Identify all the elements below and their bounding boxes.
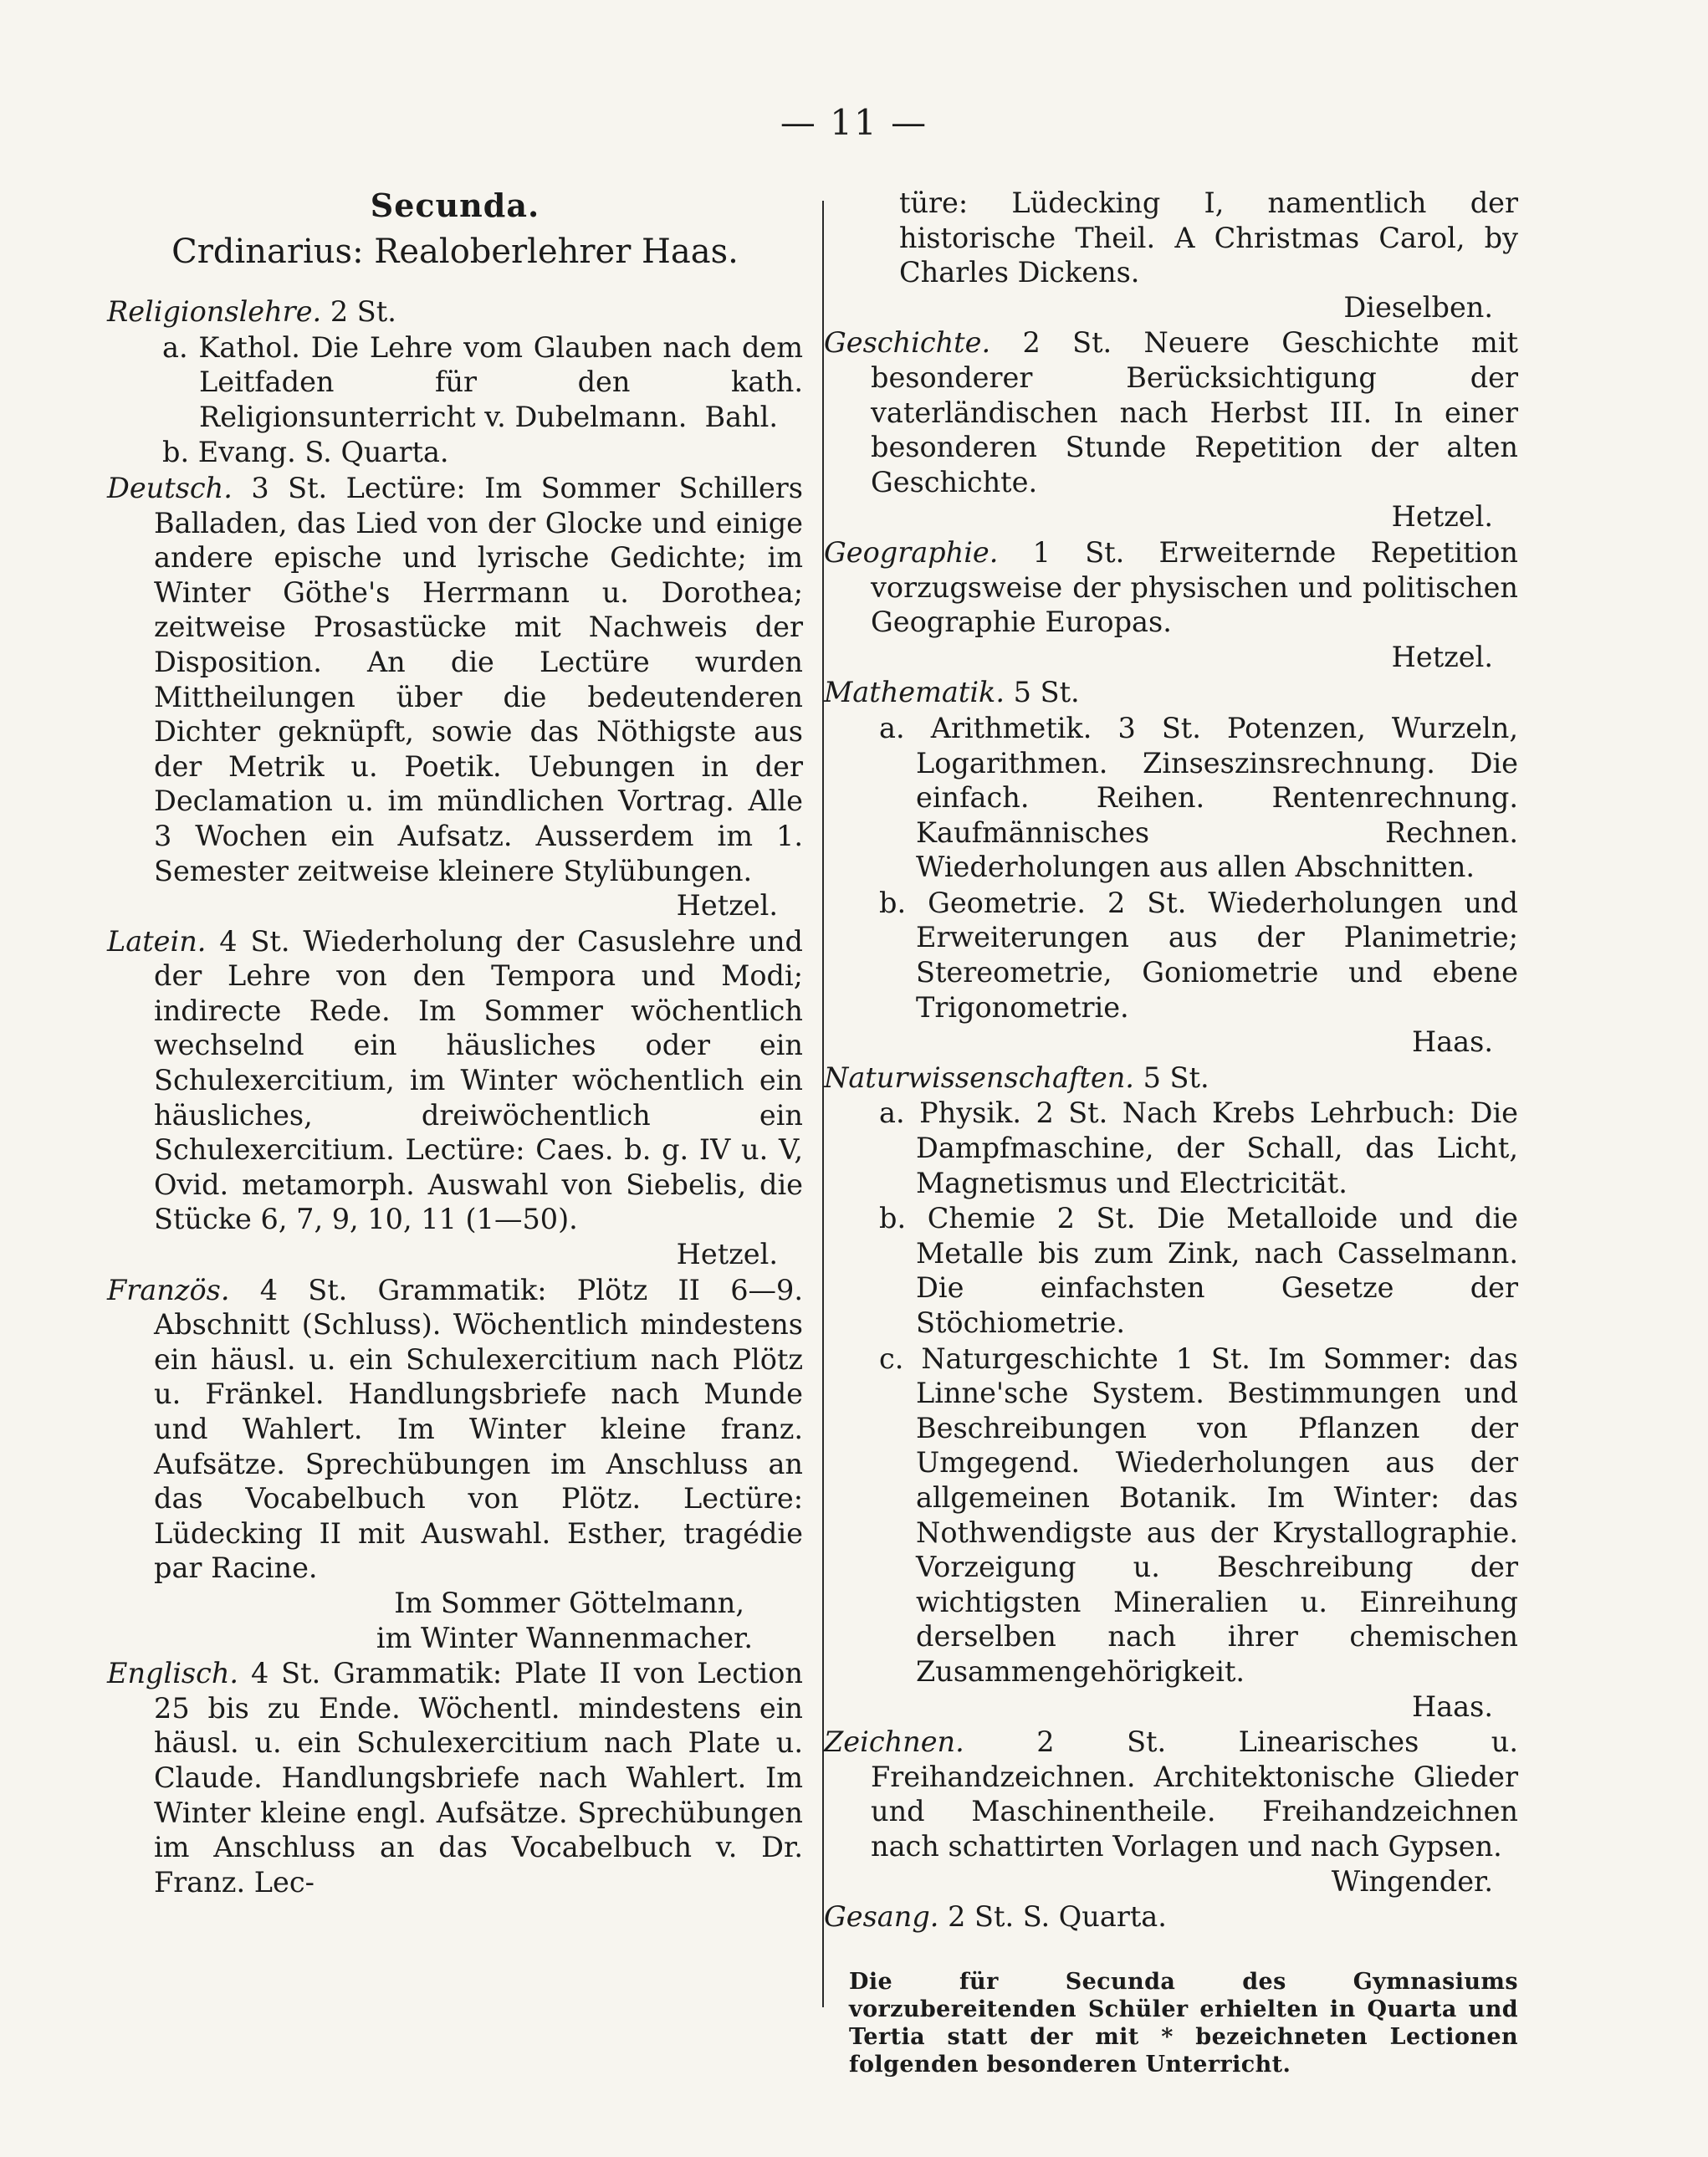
zeichnen-teacher: Wingender. xyxy=(1331,1864,1493,1898)
natur-c-text: Naturgeschichte 1 St. Im Sommer: das Linne'sche System. Bestimmungen und Beschreibungen von Pflanzen der Umgegend. Wiederholungen aus der allgemeinen Botanik. Im Winter: das Nothwendigste aus der Krystallographie. Vorzeigung u. Beschreibung der wichtigsten Mineralien u. Einreihung derselben nach ihrer chemischen Zusammengehörigkeit. xyxy=(916,1342,1518,1688)
natur-a-text: Physik. 2 St. Nach Krebs Lehrbuch: Die Dampfmaschine, der Schall, das Licht, Magnetismus und Electricität. xyxy=(916,1096,1518,1199)
gesang-entry xyxy=(824,1899,1518,1935)
religion-subject: Religionslehre. xyxy=(107,295,322,328)
section-heading: Secunda. xyxy=(370,187,540,224)
religion-b xyxy=(107,435,803,470)
gesang-text: 2 St. S. Quarta. xyxy=(948,1900,1167,1934)
geographie-subject: Geographie. xyxy=(824,535,999,569)
franzoes-entry xyxy=(107,1273,803,1656)
religion-b-marker: b. xyxy=(162,436,190,469)
page-number: — 11 — xyxy=(780,102,928,143)
mathematik-teacher: Haas. xyxy=(1412,1025,1493,1059)
religion-a-text: Kathol. Die Lehre vom Glauben nach dem Leitfaden für den kath. Religionsunterricht v. Dubelmann. xyxy=(198,330,804,433)
religion-b-text: Evang. S. Quarta. xyxy=(197,436,449,469)
geschichte-subject: Geschichte. xyxy=(824,326,991,360)
zeichnen-text: 2 St. Linearisches u. Freihandzeichnen. Architektonische Glieder und Maschinentheile. Freihandzeichnen nach schattirten Vorlagen und nach Gypsen. xyxy=(871,1725,1519,1863)
latein-entry xyxy=(107,924,803,1272)
natur-c xyxy=(824,1342,1518,1725)
latein-teacher: Hetzel. xyxy=(676,1238,778,1271)
natur-b-marker: b. xyxy=(879,1202,907,1235)
natur-a-marker: a. xyxy=(879,1096,905,1130)
religion-a-teacher: Bahl. xyxy=(704,400,778,433)
natur-teacher: Haas. xyxy=(1412,1689,1493,1723)
franzoes-teacher-2: im Winter Wannenmacher. xyxy=(376,1621,753,1654)
deutsch-teacher: Hetzel. xyxy=(676,889,778,923)
zeichnen-subject: Zeichnen. xyxy=(824,1725,964,1759)
natur-b xyxy=(824,1201,1518,1340)
natur-entry xyxy=(824,1061,1518,1096)
franzoes-teacher-1: Im Sommer Göttelmann, xyxy=(394,1586,744,1619)
zeichnen-entry xyxy=(824,1725,1518,1899)
gesang-subject: Gesang. xyxy=(824,1900,939,1934)
franzoes-subject: Französ. xyxy=(107,1273,230,1306)
deutsch-subject: Deutsch. xyxy=(107,471,233,504)
religion-hours: 2 St. xyxy=(330,295,396,328)
geschichte-teacher: Hetzel. xyxy=(1391,500,1493,534)
natur-c-marker: c. xyxy=(879,1342,904,1375)
mathematik-hours: 5 St. xyxy=(1013,676,1080,709)
englisch-continued xyxy=(824,186,1518,325)
left-column xyxy=(107,180,803,1900)
natur-b-text: Chemie 2 St. Die Metalloide und die Metalle bis zum Zink, nach Casselmann. Die einfachsten Gesetze der Stöchiometrie. xyxy=(916,1202,1518,1339)
englisch-subject: Englisch. xyxy=(107,1657,239,1690)
englisch-teacher: Dieselben. xyxy=(1343,290,1493,324)
deutsch-text: 3 St. Lectüre: Im Sommer Schillers Balladen, das Lied von der Glocke und einige andere epische und lyrische Gedichte; im Winter Göthe's Herrmann u. Dorothea; zeitweise Prosastücke mit Nachweis der Disposition. An die Lectüre wurden Mittheilungen über die bedeutenderen Dichter geknüpft, sowie das Nöthigste aus der Metrik u. Poetik. Uebungen in der Declamation u. im mündlichen Vortrag. Alle 3 Wochen ein Aufsatz. Ausserdem im 1. Semester zeitweise kleinere Stylübungen. xyxy=(154,471,803,887)
religion-entry xyxy=(107,294,803,330)
mathematik-a xyxy=(824,711,1518,885)
geographie-text: 1 St. Erweiternde Repetition vorzugsweise der physischen und politischen Geographie Europas. xyxy=(871,535,1518,639)
natur-hours: 5 St. xyxy=(1143,1061,1209,1094)
mathematik-b-marker: b. xyxy=(879,886,907,919)
mathematik-b-text: Geometrie. 2 St. Wiederholungen und Erweiterungen aus der Planimetrie; Stereometrie, Goniometrie und ebene Trigonometrie. xyxy=(916,886,1518,1024)
englisch-text: 4 St. Grammatik: Plate II von Lection 25 bis zu Ende. Wöchentl. mindestens ein häusl. u. ein Schulexercitium nach Plate u. Claude. Handlungsbriefe nach Wahlert. Im Winter kleine engl. Aufsätze. Sprechübungen im Anschluss an das Vocabelbuch v. Dr. Franz. Lec- xyxy=(154,1657,803,1899)
englisch-entry xyxy=(107,1656,803,1899)
mathematik-entry xyxy=(824,675,1518,710)
geographie-teacher: Hetzel. xyxy=(1391,640,1493,673)
footnote: Die für Secunda des Gymnasiums vorzubereitenden Schüler erhielten in Quarta und Tertia statt der mit * bezeichneten Lectionen folgenden besonderen Unterricht. xyxy=(849,1968,1518,2078)
mathematik-a-text: Arithmetik. 3 St. Potenzen, Wurzeln, Logarithmen. Zinseszinsrechnung. Die einfach. Reihen. Rentenrechnung. Kaufmännisches Rechnen. Wiederholungen aus allen Abschnitten. xyxy=(916,711,1518,884)
natur-a xyxy=(824,1096,1518,1200)
religion-a xyxy=(107,330,803,435)
mathematik-b xyxy=(824,886,1518,1060)
geschichte-text: 2 St. Neuere Geschichte mit besonderer Berücksichtigung der vaterländischen nach Herbst III. In einer besonderen Stunde Repetition der alten Geschichte. xyxy=(871,326,1518,498)
latein-subject: Latein. xyxy=(107,924,207,958)
geschichte-entry xyxy=(824,325,1518,534)
ordinarius-line: Crdinarius: Realoberlehrer Haas. xyxy=(171,233,739,271)
latein-text: 4 St. Wiederholung der Casuslehre und der Lehre von den Tempora und Modi; indirecte Rede. Im Sommer wöchentlich wechselnd ein häusliches oder ein Schulexercitium, im Winter wöchentlich ein häusliches, dreiwöchentlich ein Schulexercitium. Lectüre: Caes. b. g. IV u. V, Ovid. metamorph. Auswahl von Siebelis, die Stücke 6, 7, 9, 10, 11 (1—50). xyxy=(154,924,803,1236)
franzoes-text: 4 St. Grammatik: Plötz II 6—9. Abschnitt (Schluss). Wöchentlich mindestens ein häusl. u. ein Schulexercitium nach Plötz u. Fränkel. Handlungsbriefe nach Munde und Wahlert. Im Winter kleine franz. Aufsätze. Sprechübungen im Anschluss an das Vocabelbuch von Plötz. Lectüre: Lüdecking II mit Auswahl. Esther, tragédie par Racine. xyxy=(154,1273,803,1585)
englisch-cont-text: türe: Lüdecking I, namentlich der historische Theil. A Christmas Carol, by Charles Dickens. xyxy=(899,187,1518,289)
geographie-entry xyxy=(824,535,1518,674)
religion-a-marker: a. xyxy=(162,330,188,364)
deutsch-entry xyxy=(107,471,803,923)
natur-subject: Naturwissenschaften. xyxy=(824,1061,1134,1094)
mathematik-subject: Mathematik. xyxy=(824,676,1005,709)
mathematik-a-marker: a. xyxy=(879,711,905,744)
right-column xyxy=(824,186,1518,2078)
